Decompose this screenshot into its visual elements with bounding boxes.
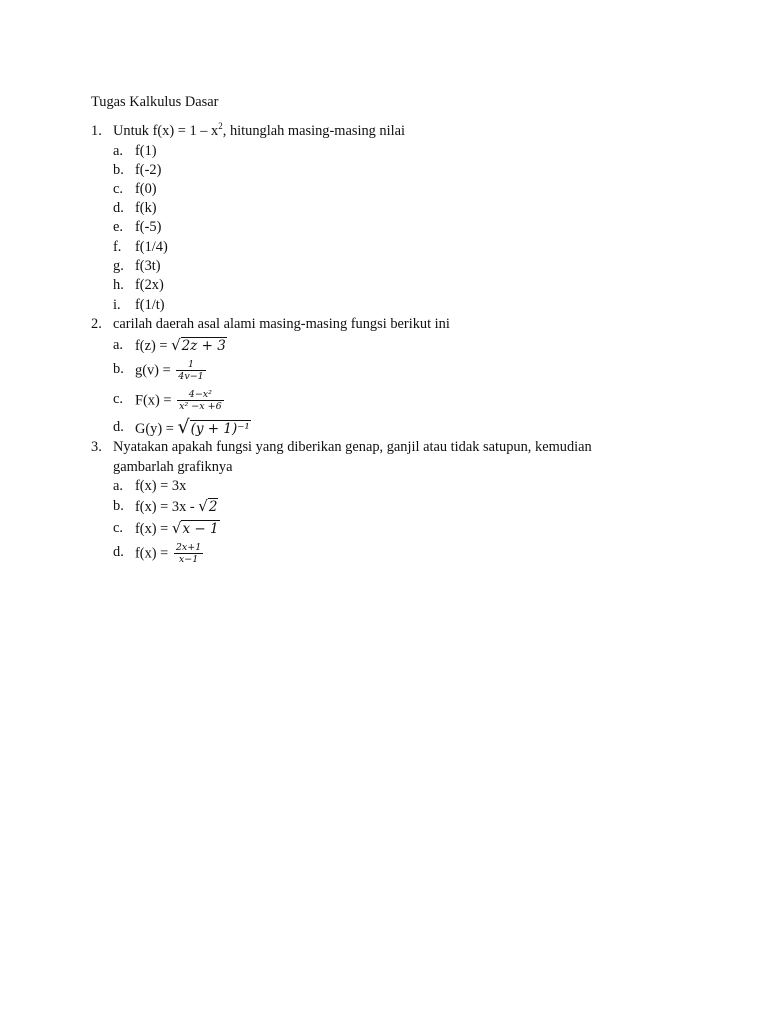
fraction: $\frac{\text{4−x²}}{\text{x² −x +6}}$ <box>179 389 222 412</box>
document-page: Tugas Kalkulus Dasar 1. Untuk $f(x) = 1 - x^2$, hitunglah masing-masing nilai a. f(1) b. f(-2) c. f(0) d. f(k) e. f(-5) f. f(1/4) g. f(3t) h. f(2x) i. f(1/t) 2. carilah daerah asal alami masing-masing fungsi berikut ini a. f(z) = √2z + 3 b. g(v) = $\frac{1}{4v-1}$ c. F(x) = $\frac{\text{4−x²}}{\text{x² −x +6}}$ d. G(y) = √(y + 1)⁻¹ 3. Nyatakan apakah fungsi yang diberikan genap, ganjil atau tidak satupun, kemudian gambarlah grafiknya a. f(x) = 3x b. f(x) = 3x - √2 c. f(x) = √x − 1 d. f(x) = $\frac{2x+1}{x-1}$ <box>91 94 592 565</box>
question-number: 1. <box>91 123 102 139</box>
question-number: 2. <box>91 316 102 332</box>
fraction: $\frac{1}{4v-1}$ <box>178 359 204 382</box>
question-text: Nyatakan apakah fungsi yang diberikan genap, ganjil atau tidak satupun, kemudian <box>113 439 592 455</box>
square-root: √2 <box>198 497 218 515</box>
fraction: $\frac{2x+1}{x-1}$ <box>175 542 202 565</box>
exponent: 2 <box>218 121 223 132</box>
question-text: Untuk $f(x) = 1 - x^2$, hitunglah masing-masing nilai <box>113 121 406 139</box>
document-title: Tugas Kalkulus Dasar <box>91 94 219 110</box>
question-text: gambarlah grafiknya <box>113 459 233 475</box>
square-root: √x − 1 <box>171 519 219 537</box>
question-number: 3. <box>91 439 102 455</box>
question-text: carilah daerah asal alami masing-masing fungsi berikut ini <box>113 316 450 332</box>
square-root: √2z + 3 <box>171 336 226 354</box>
square-root: √(y + 1)⁻¹ <box>177 416 250 438</box>
